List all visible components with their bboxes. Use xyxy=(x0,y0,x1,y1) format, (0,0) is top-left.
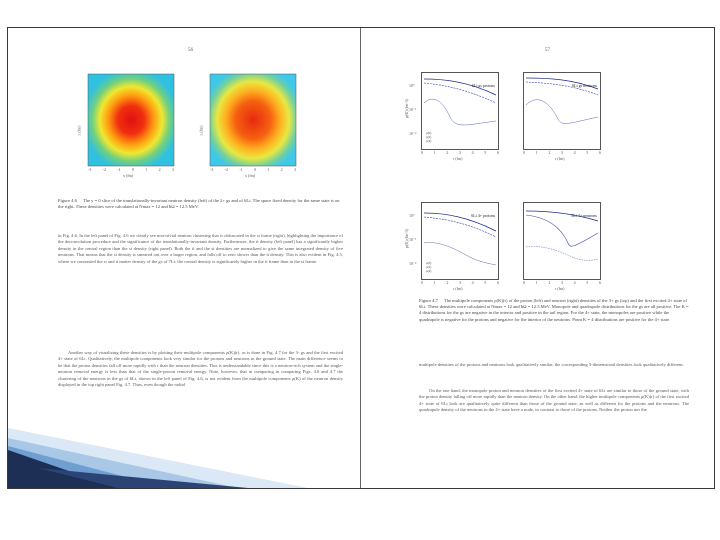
density-figure xyxy=(70,72,300,192)
y-ticks-bottom: 10⁰ 10⁻¹ 10⁻² xyxy=(409,213,417,266)
plot-legend: ρ(0) ρ(2) ρ(4) xyxy=(426,261,432,273)
body-paragraph-1: multipole densities of the protons and neutrons look qualitatively similar, the corresponding 3-dimensional densities look qualitatively different. xyxy=(419,362,684,367)
x-ticks-plot3: 0 1 2 3 4 5 6 xyxy=(421,280,499,285)
page-number: 57 xyxy=(545,48,550,53)
plot-label: 6Li 4+ protons xyxy=(471,213,495,218)
body-paragraph-1: in Fig. 4.6. In the left panel of Fig. 4.6 we clearly see non-trivial neutron clustering that is obfuscated in the st frame (right), highlighting the importance of the deconvolution procedure and the significance of the translationally-invariant density. Furthermore, the ti density (left panel) has a significantly higher density in the central region than the st density (right panel). Both the ti and the st densities are normalized to give the same integrated density of five neutrons. That means that the st density is smeared out over a larger region, and falls off to zero slower than the ti density. This is also evident in Fig. 4.5, where we contrasted the st and ti matter density of the gs of 7Li: the central density is significantly higher in the ti frame than in the st frame. xyxy=(58,233,343,264)
x-ticks-plot1: 0 1 2 3 4 5 6 xyxy=(421,150,499,155)
body-paragraph-2: On the one hand, the monopole proton and neutron densities of the first excited 4+ state of 6Li are similar to those of the ground state, with the proton density falling off more rapidly than the neutron density. On the other hand, the higher multipole components ρ(K)(r) of the first excited 4+ state of 6Li look are qualitatively quite different than those of the ground state, as well as different for the protons and the neutrons. The quadrupole density of the neutrons in the 4+ state have a node, in contrast to those of the protons. Neither the proton nor the xyxy=(419,388,689,413)
right-page xyxy=(361,28,714,488)
left-map-ylabel: z (fm) xyxy=(76,125,82,136)
x-label-plot1: r (fm) xyxy=(453,156,463,161)
plot-label: 6Li gs protons xyxy=(471,83,495,88)
document-frame xyxy=(7,27,715,489)
right-map-ylabel: z (fm) xyxy=(198,125,204,136)
ti-density-map xyxy=(88,74,174,166)
plot-legend: ρ(0) ρ(2) ρ(4) xyxy=(426,131,432,143)
plot-label: 6Li gs neutrons xyxy=(572,83,597,88)
right-map-xticks: -3 -2 -1 0 1 2 3 xyxy=(210,167,296,172)
x-label-plot2: r (fm) xyxy=(555,156,565,161)
y-ticks-top: 10⁰ 10⁻¹ 10⁻² xyxy=(409,83,417,136)
left-page xyxy=(8,28,360,488)
left-map-xlabel: x (fm) xyxy=(123,173,134,178)
x-label-plot4: r (fm) xyxy=(555,286,565,291)
x-ticks-plot4: 0 1 2 3 4 5 6 xyxy=(523,280,601,285)
y-label-top: ρ(K) (fm-3) xyxy=(404,99,409,118)
left-map-xticks: -3 -2 -1 0 1 2 3 xyxy=(88,167,174,172)
st-density-map xyxy=(210,74,296,166)
right-map-xlabel: x (fm) xyxy=(245,173,256,178)
plot-gs-protons xyxy=(421,72,499,150)
slide-corner-decoration xyxy=(8,368,348,488)
plot-gs-neutrons xyxy=(523,72,601,150)
plot-4plus-neutrons xyxy=(523,202,601,280)
x-ticks-plot2: 0 1 2 3 4 5 6 xyxy=(523,150,601,155)
figure-4-7-caption: Figure 4.7 The multipole components ρ(K)(r) of the proton (left) and neutron (right) densities of the 3+ gs (top) and the first excited 4+ state of 6Li. These densities were calculated at Nmax = 12 and ħΩ = 12.5 MeV. Monopole and quadrupole distributions for the gs are all positive. The K = 4 distributions for the gs are negative in the interior and positive in the tail region. For the 4+ state, the monopoles are positive while the quadrupole is negative for the protons and negative for the interior of the neutrons. Point K = 4 distributions are positive for the 4+ state. xyxy=(419,298,689,322)
x-label-plot3: r (fm) xyxy=(453,286,463,291)
body-paragraph-2: Another way of visualizing these densities is by plotting their multipole components ρ(K)(r), as is done in Fig. 4.7 for the 3- gs and the first excited 4+ state of 6Li. Qualitatively, the multipole components look very similar for the protons and neutrons in the ground state. The main difference seems to be that the proton densities fall off more rapidly with r than the neutron densities. This is understandable since this is a neutron-rich system and the single-neutron removal energy is less than that of the single-proton removal energy. Note, however, that in comparing in comparing Figs. 4.6 and 4.7 the clustering of the neutrons in the gs of 6Li, shown in the left panel of Fig. 4.6, is not evident from the multipole components ρ(K) of the neutron density displayed in the top right panel Fig. 4.7. Thus, even though the radial xyxy=(58,350,343,388)
y-label-bottom: ρ(K) (fm-3) xyxy=(404,229,409,248)
plot-4plus-protons xyxy=(421,202,499,280)
page-number: 56 xyxy=(188,48,193,53)
plot-label: 6Li 4+ neutrons xyxy=(571,213,597,218)
figure-4-6-caption: Figure 4.6 The y = 0 slice of the translationally-invariant neutron density (left) of the 2+ gs and of 6Li. The space fixed density for the same state is on the right. These densities were calculated at Nmax = 12 and ħΩ = 12.5 MeV. xyxy=(58,198,340,210)
